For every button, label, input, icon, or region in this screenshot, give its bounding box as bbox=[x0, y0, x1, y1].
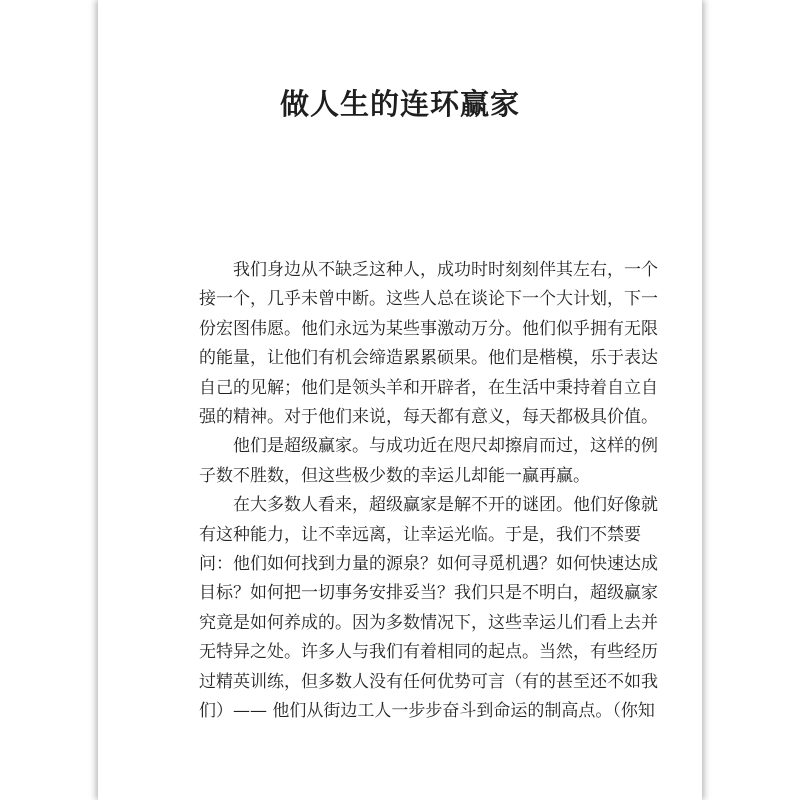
paragraph bbox=[199, 491, 658, 726]
book-page bbox=[98, 0, 702, 800]
text-line: 目标？如何把一切事务安排妥当？我们只是不明白，超级赢家 bbox=[199, 583, 658, 604]
text-line: 的能量，让他们有机会缔造累累硕果。他们是楷模，乐于表达 bbox=[199, 348, 658, 369]
text-line: 问：他们如何找到力量的源泉？如何寻觅机遇？如何快速达成 bbox=[199, 554, 658, 575]
text-line: 无特异之处。许多人与我们有着相同的起点。当然，有些经历 bbox=[199, 642, 658, 663]
text-line: 究竟是如何养成的。因为多数情况下，这些幸运儿们看上去并 bbox=[199, 612, 658, 633]
text-line: 强的精神。对于他们来说，每天都有意义，每天都极具价值。 bbox=[199, 407, 658, 428]
text-line: 子数不胜数，但这些极少数的幸运儿却能一赢再赢。 bbox=[199, 465, 590, 486]
text-line: 份宏图伟愿。他们永远为某些事激动万分。他们似乎拥有无限 bbox=[199, 318, 658, 339]
chapter-title: 做人生的连环赢家 bbox=[279, 87, 520, 121]
text-line: 我们身边从不缺乏这种人，成功时时刻刻伴其左右，一个 bbox=[233, 260, 658, 280]
text-line: 有这种能力，让不幸远离，让幸运光临。于是，我们不禁要 bbox=[199, 524, 641, 545]
paragraph bbox=[199, 256, 658, 432]
text-line: 在大多数人看来，超级赢家是解不开的谜团。他们好像就 bbox=[233, 495, 658, 516]
text-line: 接一个，几乎未曾中断。这些人总在谈论下一个大计划，下一 bbox=[199, 289, 658, 310]
text-line: 他们是超级赢家。与成功近在咫尺却擦肩而过，这样的例 bbox=[233, 436, 658, 457]
text-line: 们）—— 他们从街边工人一步步奋斗到命运的制高点。（你知 bbox=[199, 701, 655, 722]
chapter-body bbox=[199, 256, 658, 727]
paragraph bbox=[199, 432, 658, 491]
text-line: 自己的见解；他们是领头羊和开辟者，在生活中秉持着自立自 bbox=[199, 377, 658, 398]
text-line: 过精英训练，但多数人没有任何优势可言（有的甚至还不如我 bbox=[199, 671, 658, 692]
